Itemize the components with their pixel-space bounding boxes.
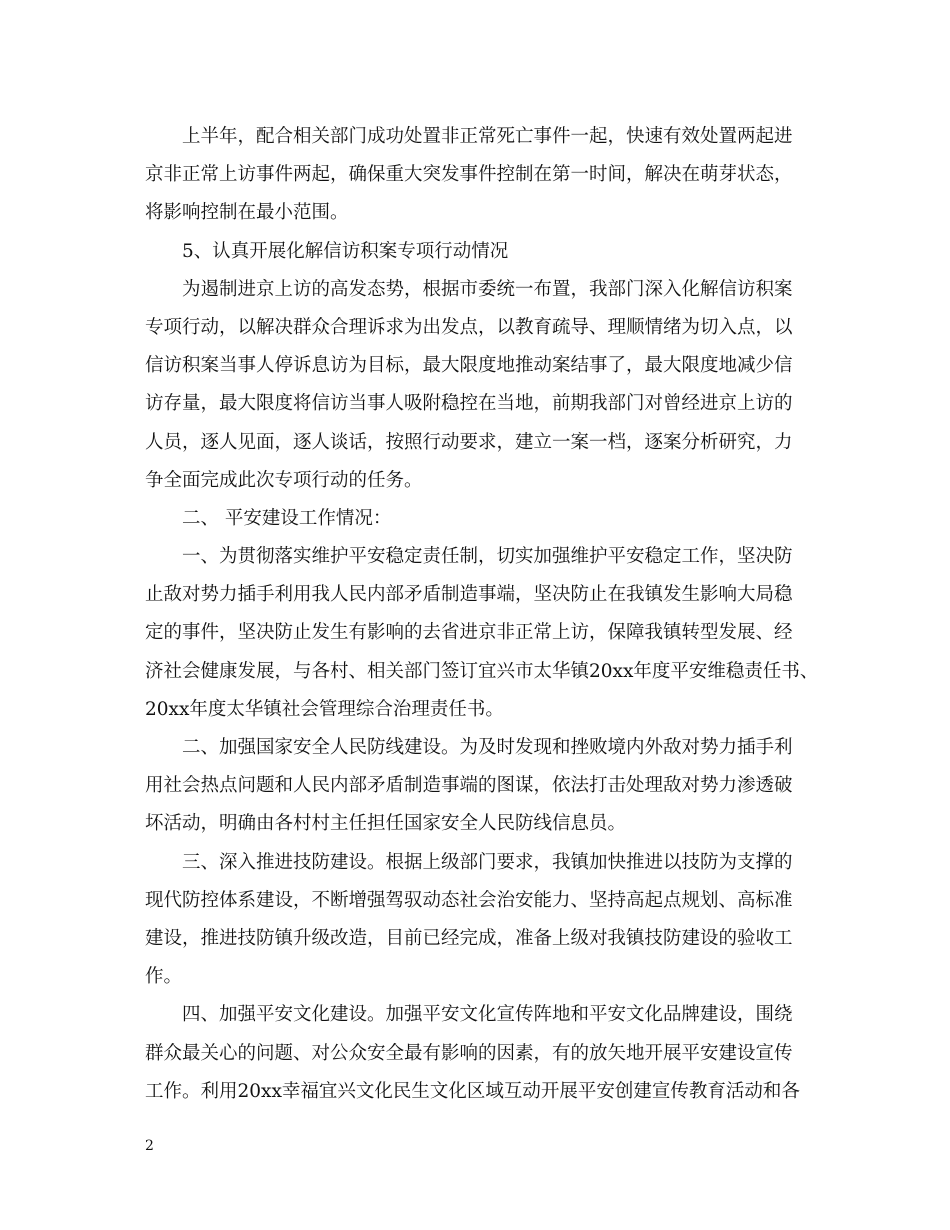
text-line: 争全面完成此次专项行动的任务。 [145, 469, 423, 491]
text-line: 访存量，最大限度将信访当事人吸附稳控在当地，前期我部门对曾经进京上访的 [145, 393, 793, 415]
text-line: 人员，逐人见面，逐人谈话，按照行动要求，建立一案一档，逐案分析研究，力 [145, 431, 793, 453]
text-line: 二、加强国家安全人民防线建设。为及时发现和挫败境内外敌对势力插手利 [182, 737, 793, 758]
text-line: 作。 [145, 966, 183, 988]
text-line: 定的事件，坚决防止发生有影响的去省进京非正常上访，保障我镇转型发展、经 [145, 622, 793, 644]
text-line: 一、为贯彻落实维护平安稳定责任制，切实加强维护平安稳定工作，坚决防 [182, 546, 793, 568]
text-line: 京非正常上访事件两起，确保重大突发事件控制在第一时间，解决在萌芽状态， [145, 164, 793, 186]
text-line: 用社会热点问题和人民内部矛盾制造事端的图谋，依法打击处理敌对势力渗透破 [145, 775, 793, 797]
text-line: 工作。利用20xx幸福宜兴文化民生文化区域互动开展平安创建宣传教育活动和各 [145, 1080, 800, 1102]
text-line: 5、认真开展化解信访积案专项行动情况 [182, 240, 509, 262]
text-line: 为遏制进京上访的高发态势，根据市委统一布置，我部门深入化解信访积案 [182, 278, 793, 300]
text-line: 将影响控制在最小范围。 [145, 202, 349, 224]
text-line: 群众最关心的问题、对公众安全最有影响的因素，有的放矢地开展平安建设宣传 [145, 1042, 793, 1064]
text-line: 专项行动，以解决群众合理诉求为出发点，以教育疏导、理顺情绪为切入点，以 [145, 316, 793, 338]
text-line: 二、 平安建设工作情况： [182, 507, 392, 529]
text-line: 止敌对势力插手利用我人民内部矛盾制造事端，坚决防止在我镇发生影响大局稳 [145, 584, 793, 606]
text-line: 20xx年度太华镇社会管理综合治理责任书。 [145, 698, 504, 720]
text-line: 上半年，配合相关部门成功处置非正常死亡事件一起，快速有效处置两起进 [182, 126, 793, 147]
text-line: 建设，推进技防镇升级改造，目前已经完成，准备上级对我镇技防建设的验收工 [145, 927, 793, 949]
text-line: 济社会健康发展，与各村、相关部门签订宜兴市太华镇20xx年度平安维稳责任书、 [145, 660, 819, 682]
document-body [145, 118, 819, 1111]
text-line: 坏活动，明确由各村村主任担任国家安全人民防线信息员。 [145, 813, 627, 835]
page-number: 2 [145, 1138, 154, 1154]
text-line: 四、加强平安文化建设。加强平安文化宣传阵地和平安文化品牌建设，围绕 [182, 1004, 793, 1026]
text-line: 现代防控体系建设，不断增强驾驭动态社会治安能力、坚持高起点规划、高标准 [145, 889, 793, 911]
text-line: 三、深入推进技防建设。根据上级部门要求，我镇加快推进以技防为支撑的 [182, 851, 793, 873]
text-line: 信访积案当事人停诉息访为目标，最大限度地推动案结事了，最大限度地减少信 [145, 355, 793, 377]
